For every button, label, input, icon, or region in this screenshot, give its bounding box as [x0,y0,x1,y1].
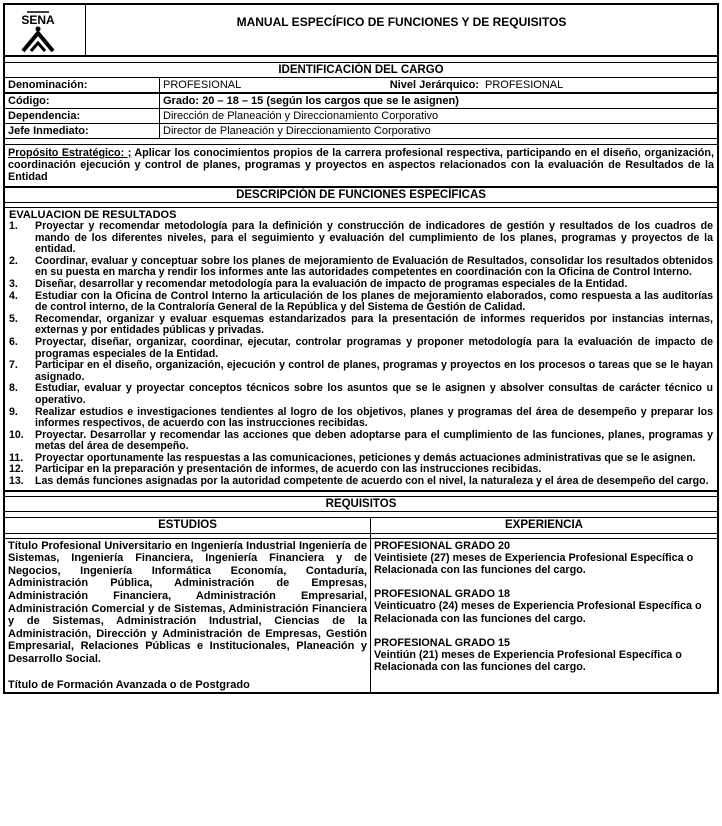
funcion-number: 3. [9,277,18,290]
funcion-item [9,279,713,291]
sena-logo [5,5,86,55]
experiencia-text: Veinticuatro (24) meses de Experiencia Profesional Específica o Relacionada con las funciones del cargo. [374,600,702,625]
denominacion-label: Denominación: [5,78,160,92]
estudios-header: ESTUDIOS [5,518,370,534]
proposito-text: Aplicar los conocimientos propios de la carrera profesional respectiva, participando en el diseño, organización, coordinación ejecución y control de planes, programas y proyectos en aspectos relacionados con la evaluación de Resultados de la Entidad [8,147,714,183]
proposito-block [5,145,717,188]
funciones-block [5,208,717,492]
jefe-label: Jefe Inmediato: [5,124,160,138]
jefe-row [5,124,717,139]
funcion-text: Proyectar y recomendar metodología para la definición y construcción de indicadores de gestión y resultados de los cuadros de mando de los diferentes niveles, para el seguimiento y evaluación del cumplimiento de los planes, programas y proyectos de la entidad. [35,220,713,256]
funcion-number: 10. [9,428,24,441]
experiencia-list [371,539,717,687]
dependencia-row [5,109,717,124]
dependencia-value: Dirección de Planeación y Direccionamiento Corporativo [163,110,439,122]
funcion-text: Participar en la preparación y presentación de informes, de acuerdo con las instrucciones recibidas. [35,463,542,476]
experiencia-item [374,588,714,625]
experiencia-column [371,518,717,693]
funcion-text: Proyectar, diseñar, organizar, coordinar, ejecutar, controlar programas y proponer metodología para la evaluación de impacto de programas especiales de la Entidad. [35,335,713,360]
funcion-text: Coordinar, evaluar y conceptuar sobre los planes de mejoramiento de Evaluación de Resultados, consolidar los resultados obtenidos en su puesta en marcha y rendir los informes ante las autoridades competentes en coordinación con la Oficina de Control Interno. [35,254,713,279]
funcion-item [9,314,713,337]
funcion-text: Participar en el diseño, organización, ejecución y control de planes, programas y proyectos en los procesos o tareas que se le hayan asignado. [35,359,713,383]
codigo-row [5,94,717,109]
funcion-text: Proyectar. Desarrollar y recomendar las acciones que deben adoptarse para el cumplimiento de las funciones, planes, programas y metas del área de desempeño. [35,428,713,453]
codigo-label: Código: [5,94,160,108]
funcion-item [9,476,713,488]
funcion-item [9,360,713,383]
dependencia-label: Dependencia: [5,109,160,123]
funcion-number: 7. [9,359,18,372]
jefe-value: Director de Planeación y Direccionamiento Corporativo [163,125,431,137]
nivel-value: PROFESIONAL [485,79,564,91]
proposito-label: Propósito Estratégico: ; [8,147,132,159]
document-page [3,3,719,694]
funcion-number: 6. [9,335,18,348]
funcion-item [9,430,713,453]
document-header [5,5,717,57]
sena-logo-icon [5,5,85,53]
funcion-item [9,407,713,430]
experiencia-grado: PROFESIONAL GRADO 15 [374,636,510,649]
funcion-text: Estudiar, evaluar y proyectar conceptos técnicos sobre los asuntos que se le asignen y absolver consultas de carácter técnico u operativo. [35,382,713,406]
experiencia-text: Veintisiete (27) meses de Experiencia Profesional Específica o Relacionada con las funciones del cargo. [374,551,694,577]
requisitos-title: REQUISITOS [5,497,717,512]
funcion-text: Proyectar oportunamente las respuestas a las comunicaciones, peticiones y demás actuaciones administrativas que se le asignen. [35,451,696,464]
nivel-label: Nivel Jerárquico: [389,79,479,91]
funcion-text: Estudiar con la Oficina de Control Interno la articulación de los planes de mejoramiento elaborados, como respuesta a las auditorías de control interno, de la Contraloría General de la República y del Sistema de Gestión de Calidad. [35,289,713,314]
funcion-item [9,256,713,279]
funciones-subtitle: EVALUACION DE RESULTADOS [9,209,177,221]
funciones-title: DESCRIPCIÓN DE FUNCIONES ESPECÍFICAS [5,188,717,203]
experiencia-grado: PROFESIONAL GRADO 20 [374,539,510,552]
estudios-column [5,518,371,693]
funcion-text: Recomendar, organizar y evaluar esquemas estandarizados para la presentación de informes requeridos por instancias internas, externas y por entidades públicas y privadas. [35,312,713,337]
codigo-value: Grado: 20 – 18 – 15 (según los cargos que se le asignen) [163,95,459,107]
funcion-number: 11. [9,451,24,464]
experiencia-item [374,540,714,577]
identificacion-title: IDENTIFICACIÓN DEL CARGO [5,63,717,78]
funcion-number: 5. [9,312,18,325]
estudios-postgrado: Título de Formación Avanzada o de Postgrado [8,678,250,691]
document-title: MANUAL ESPECÍFICO DE FUNCIONES Y DE REQUISITOS [236,15,567,29]
logo-text: SENA [21,13,55,27]
funcion-number: 2. [9,254,18,267]
funcion-text: Diseñar, desarrollar y recomendar metodología para la evaluación de impacto de programas especiales de la Entidad. [35,277,628,290]
funciones-list [9,221,713,488]
experiencia-item [374,637,714,674]
funcion-text: Las demás funciones asignadas por la autoridad competente de acuerdo con el nivel, la naturaleza y el área de desempeño del cargo. [35,475,709,488]
funcion-text: Realizar estudios e investigaciones tendientes al logro de los objetivos, planes y programas del área de desempeño y preparar los informes respectivos, de acuerdo con las instrucciones recibidas. [35,405,713,430]
funcion-number: 4. [9,289,18,302]
funcion-number: 13. [9,475,24,488]
denominacion-value: PROFESIONAL [163,79,242,91]
experiencia-header: EXPERIENCIA [371,518,717,534]
denominacion-row [5,78,717,94]
funcion-item [9,337,713,360]
funcion-item [9,221,713,256]
experiencia-grado: PROFESIONAL GRADO 18 [374,588,510,601]
requisitos-table [5,518,717,693]
funcion-number: 9. [9,405,18,418]
experiencia-text: Veintiún (21) meses de Experiencia Profesional Específica o Relacionada con las funciones del cargo. [374,649,682,674]
funcion-item [9,291,713,314]
funcion-number: 12. [9,463,24,476]
funcion-item [9,383,713,406]
funcion-number: 1. [9,220,18,232]
estudios-text: Título Profesional Universitario en Ingeniería Industrial Ingeniería de Sistemas, Ingeniería Financiera, Ingeniería Financiera y de Negocios, Ingeniería Informática Economía, Contaduría, Administración Pública, Administración de Empresas, Administración Financiera, Administración Empresarial, Administración Comercial y de Sistemas, Administración Financiera y de Sistemas, Administración Industrial, Ciencias de la Administración, Dirección y Administración de Empresas, Gestión Empresarial, Relaciones Públicas e Institucionales, Planeación y Desarrollo Social. [8,539,367,665]
funcion-number: 8. [9,382,18,395]
